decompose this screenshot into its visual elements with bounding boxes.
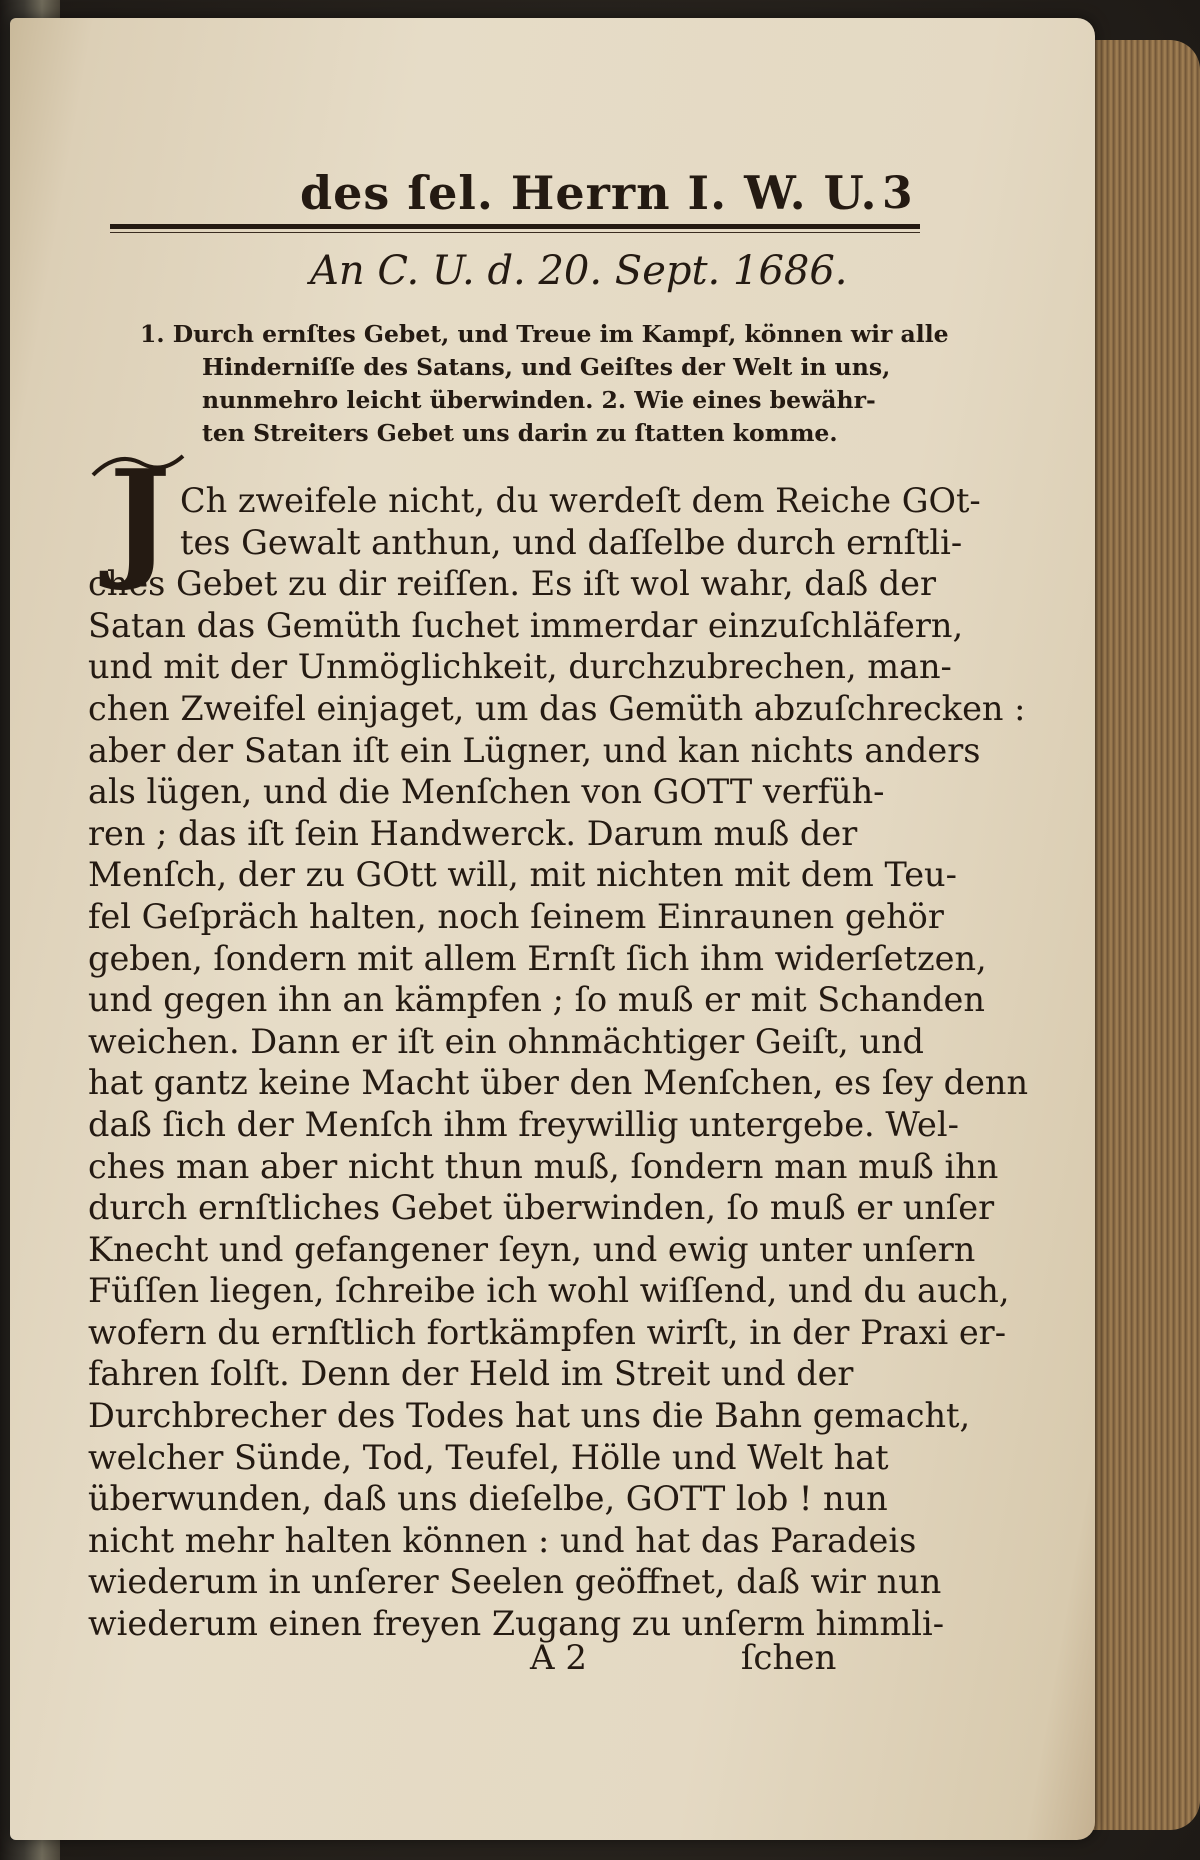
header-rule xyxy=(110,224,920,229)
text-line: geben, ſondern mit allem Ernſt ſich ihm widerſetzen, xyxy=(88,938,987,978)
book-page xyxy=(10,18,1095,1840)
text-line: weichen. Dann er iſt ein ohnmächtiger Geiſt, und xyxy=(88,1021,924,1061)
letter-heading: An C. U. d. 20. Sept. 1686. xyxy=(310,248,848,294)
page-footer xyxy=(530,1638,920,1678)
text-line: ches man aber nicht thun muß, ſondern man muß ihn xyxy=(88,1146,999,1186)
text-line: und gegen ihn an kämpfen ; ſo muß er mit Schanden xyxy=(88,980,985,1020)
catchword: ſchen xyxy=(740,1638,837,1678)
text-line: und mit der Unmöglichkeit, durchzubrechen, man- xyxy=(88,647,952,687)
text-line: Menſch, der zu GOtt will, mit nichten mit dem Teu- xyxy=(88,855,957,895)
summary-line: ten Streiters Gebet uns darin zu ſtatten komme. xyxy=(202,419,838,447)
summary-line: nunmehro leicht überwinden. 2. Wie eines bewähr- xyxy=(202,386,876,414)
text-line: fahren ſolſt. Denn der Held im Streit und der xyxy=(88,1354,854,1394)
text-line: Knecht und gefangener ſeyn, und ewig unter unſern xyxy=(88,1229,976,1269)
drop-initial: J xyxy=(109,441,171,594)
text-line: chen Zweifel einjaget, um das Gemüth abzuſchrecken : xyxy=(88,688,1026,728)
summary-line: 1. Durch ernſtes Gebet, und Treue im Kampf, können wir alle xyxy=(140,320,949,348)
text-line: ren ; das iſt ſein Handwerck. Darum muß der xyxy=(88,813,858,853)
text-line: fel Geſpräch halten, noch ſeinem Einraunen gehör xyxy=(88,896,944,936)
text-line: Ch zweifele nicht, du werdeſt dem Reiche GOt- xyxy=(180,481,981,520)
text-line: aber der Satan iſt ein Lügner, und kan nichts anders xyxy=(88,730,981,770)
text-line: als lügen, und die Menſchen von GOTT verfüh- xyxy=(88,772,885,812)
body-text xyxy=(88,480,1029,1645)
running-head: des ſel. Herrn I. W. U. xyxy=(300,166,878,220)
text-line: durch ernſtliches Gebet überwinden, ſo muß er unſer xyxy=(88,1188,995,1228)
text-line: Füſſen liegen, ſchreibe ich wohl wiſſend, und du auch, xyxy=(88,1271,1010,1311)
page-number: 3 xyxy=(882,168,913,219)
text-line: überwunden, daß uns dieſelbe, GOTT lob ! nun xyxy=(88,1479,888,1519)
text-line: Satan das Gemüth ſuchet immerdar einzuſchläfern, xyxy=(88,605,964,645)
text-line: Durchbrecher des Todes hat uns die Bahn gemacht, xyxy=(88,1396,971,1436)
text-line: wiederum in unſerer Seelen geöffnet, daß wir nun xyxy=(88,1562,942,1602)
text-line: daß ſich der Menſch ihm freywillig untergebe. Wel- xyxy=(88,1104,959,1144)
text-line: welcher Sünde, Tod, Teufel, Hölle und Welt hat xyxy=(88,1437,889,1477)
text-line: tes Gewalt anthun, und daſſelbe durch ernſtli- xyxy=(180,522,963,562)
chapter-summary xyxy=(140,318,949,450)
header-rule-thin xyxy=(110,232,920,233)
text-line: ches Gebet zu dir reiſſen. Es iſt wol wahr, daß der xyxy=(88,564,937,604)
page-edges xyxy=(1090,40,1200,1830)
signature-mark: A 2 xyxy=(530,1638,587,1678)
summary-line: Hinderniſſe des Satans, und Geiſtes der Welt in uns, xyxy=(202,353,891,381)
text-line: nicht mehr halten können : und hat das Paradeis xyxy=(88,1520,917,1560)
text-line: wofern du ernſtlich fortkämpfen wirſt, in der Praxi er- xyxy=(88,1312,1007,1352)
text-line: wiederum einen freyen Zugang zu unſerm himmli- xyxy=(88,1604,945,1644)
text-line: hat gantz keine Macht über den Menſchen, es ſey denn xyxy=(88,1063,1029,1103)
